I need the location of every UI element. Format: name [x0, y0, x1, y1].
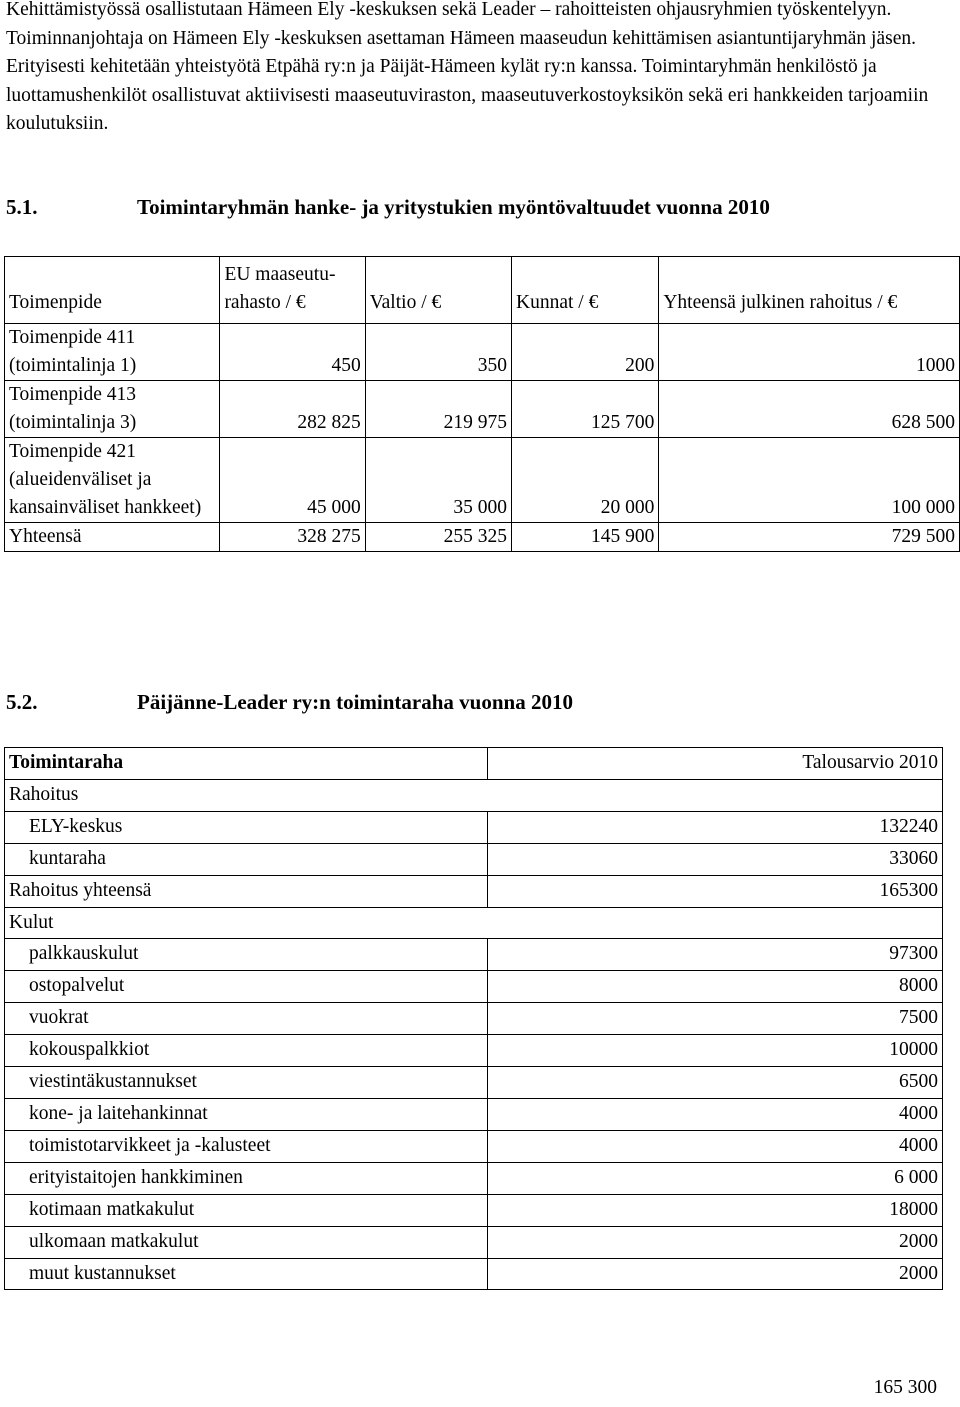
table-cell: 125 700	[512, 381, 659, 438]
section-title: Päijänne-Leader ry:n toimintaraha vuonna 2010	[137, 690, 573, 714]
table-cell: 255 325	[365, 523, 511, 552]
row-label: kokouspalkkiot	[5, 1035, 488, 1067]
row-label: Toimenpide 413 (toimintalinja 3)	[5, 381, 220, 438]
table-cell: 100 000	[659, 438, 960, 523]
table-row	[5, 1162, 943, 1194]
table-row	[5, 875, 943, 907]
table-cell: 219 975	[365, 381, 511, 438]
group-label: Rahoitus	[5, 779, 943, 811]
table-row	[5, 381, 960, 438]
table-cell: 450	[220, 324, 365, 381]
operating-budget-table	[4, 747, 943, 1290]
table-cell: 200	[512, 324, 659, 381]
column-header: EU maaseutu-rahasto / €	[220, 257, 365, 324]
table-row	[5, 438, 960, 523]
table-header-row	[5, 257, 960, 324]
table-row	[5, 971, 943, 1003]
table-cell: 45 000	[220, 438, 365, 523]
table-row	[5, 907, 943, 939]
table-cell: 6 000	[487, 1162, 942, 1194]
table-header-row	[5, 748, 943, 780]
row-label: muut kustannukset	[5, 1258, 488, 1290]
grand-total-value: 165 300	[873, 1377, 937, 1398]
table-cell: 7500	[487, 1003, 942, 1035]
table-row	[5, 1035, 943, 1067]
row-label: Toimenpide 421 (alueidenväliset ja kansainväliset hankkeet)	[5, 438, 220, 523]
column-header: Valtio / €	[365, 257, 511, 324]
table-row	[5, 1194, 943, 1226]
table-cell: 20 000	[512, 438, 659, 523]
row-label: erityistaitojen hankkiminen	[5, 1162, 488, 1194]
table-row-total	[5, 523, 960, 552]
table-cell: 8000	[487, 971, 942, 1003]
table-cell: 282 825	[220, 381, 365, 438]
table-cell: 328 275	[220, 523, 365, 552]
row-label: viestintäkustannukset	[5, 1067, 488, 1099]
table-row	[5, 1226, 943, 1258]
row-label: toimistotarvikkeet ja -kalusteet	[5, 1130, 488, 1162]
row-label: palkkauskulut	[5, 939, 488, 971]
table-cell: 1000	[659, 324, 960, 381]
table-row	[5, 939, 943, 971]
table-row	[5, 324, 960, 381]
column-header: Kunnat / €	[512, 257, 659, 324]
row-label: ostopalvelut	[5, 971, 488, 1003]
table-row	[5, 1258, 943, 1290]
table-cell: 35 000	[365, 438, 511, 523]
table-cell: 4000	[487, 1098, 942, 1130]
table-cell: 4000	[487, 1130, 942, 1162]
column-header: Toimintaraha	[5, 748, 488, 780]
row-label: vuokrat	[5, 1003, 488, 1035]
row-label: kuntaraha	[5, 843, 488, 875]
section-number: 5.2.	[6, 690, 38, 714]
section-number: 5.1.	[6, 195, 38, 219]
intro-paragraph: Kehittämistyössä osallistutaan Hämeen Ely -keskuksen sekä Leader – rahoitteisten ohjausryhmien työskentelyyn. Toiminnanjohtaja on Hämeen Ely -keskuksen asettaman Hämeen maaseudun kehittämisen asiantuntijaryhmän jäsen. Erityisesti kehitetään yhteistyötä Etpähä ry:n ja Päijät-Hämeen kylät ry:n kanssa. Toimintaryhmän henkilöstö ja luottamushenkilöt osallistuvat aktiivisesti maaseutuviraston, maaseutuverkostoyksikön sekä eri hankkeiden tarjoamiin koulutuksiin.	[6, 0, 929, 134]
row-label: Toimenpide 411 (toimintalinja 1)	[5, 324, 220, 381]
table-cell: 33060	[487, 843, 942, 875]
table-row	[5, 811, 943, 843]
column-header: Toimenpide	[5, 257, 220, 324]
table-cell: 18000	[487, 1194, 942, 1226]
table-row	[5, 1098, 943, 1130]
section-title: Toimintaryhmän hanke- ja yritystukien myöntövaltuudet vuonna 2010	[137, 195, 770, 219]
row-label: Rahoitus yhteensä	[5, 875, 488, 907]
table-cell: 350	[365, 324, 511, 381]
row-label: ulkomaan matkakulut	[5, 1226, 488, 1258]
table-row	[5, 779, 943, 811]
row-label: Yhteensä	[5, 523, 220, 552]
group-label: Kulut	[5, 907, 943, 939]
table-cell: 628 500	[659, 381, 960, 438]
section-heading-5-1	[6, 195, 770, 220]
table-cell: 165300	[487, 875, 942, 907]
column-header: Talousarvio 2010	[487, 748, 942, 780]
table-cell: 2000	[487, 1258, 942, 1290]
table-cell: 145 900	[512, 523, 659, 552]
table-row	[5, 1003, 943, 1035]
column-header: Yhteensä julkinen rahoitus / €	[659, 257, 960, 324]
table-cell: 10000	[487, 1035, 942, 1067]
section-heading-5-2	[6, 690, 573, 715]
table-cell: 132240	[487, 811, 942, 843]
table-row	[5, 843, 943, 875]
row-label: ELY-keskus	[5, 811, 488, 843]
funding-authority-table	[4, 256, 960, 552]
table-cell: 729 500	[659, 523, 960, 552]
table-cell: 6500	[487, 1067, 942, 1099]
row-label: kone- ja laitehankinnat	[5, 1098, 488, 1130]
table-row	[5, 1130, 943, 1162]
table-row	[5, 1067, 943, 1099]
table-cell: 2000	[487, 1226, 942, 1258]
table-cell: 97300	[487, 939, 942, 971]
row-label: kotimaan matkakulut	[5, 1194, 488, 1226]
